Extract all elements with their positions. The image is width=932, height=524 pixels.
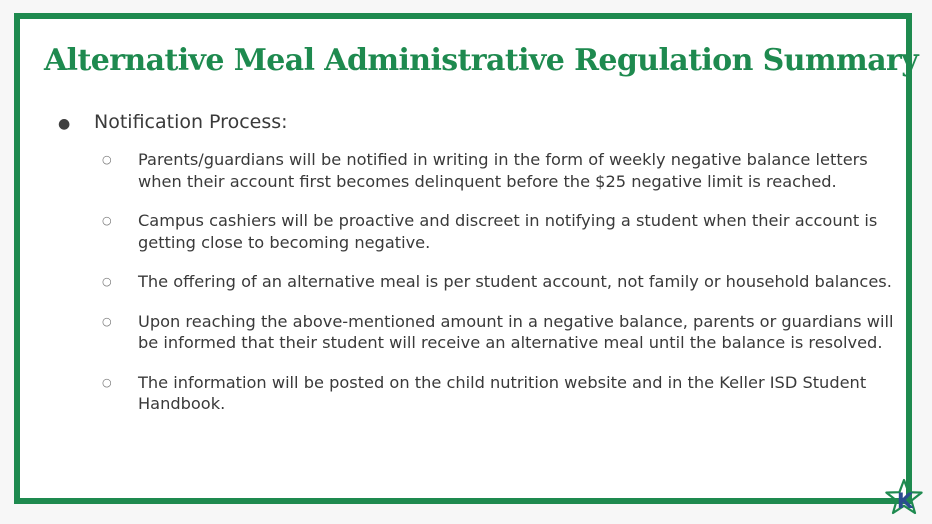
sub-bullet-icon: ○ [102,314,112,328]
slide-frame [14,13,919,504]
list-item-text: Parents/guardians will be notified in writing in the form of weekly negative balance letters when their account first becomes delinquent before the $25 negative limit is reached. [138,150,868,191]
list-item-text: Upon reaching the above-mentioned amount in a negative balance, parents or guardians will be informed that their student will receive an alternative meal until the balance is resolved. [138,311,894,352]
sub-bullet-icon: ○ [102,275,112,288]
list-item [58,271,908,293]
bullet-icon: ● [58,116,71,132]
section-heading: Notification Process: [94,111,288,133]
notification-list [58,149,908,415]
list-item [58,149,908,192]
list-item-text: The information will be posted on the child nutrition website and in the Keller ISD Student Handbook. [138,372,867,413]
list-item-text: The offering of an alternative meal is per student account, not family or household balances. [138,272,892,291]
logo-letter: K [896,489,914,513]
sub-bullet-icon: ○ [102,153,112,166]
section-heading-row [58,111,908,139]
slide-title: Alternative Meal Administrative Regulation Summary [44,43,919,78]
sub-bullet-icon: ○ [102,214,112,227]
keller-isd-logo-icon [884,478,924,518]
list-item [58,210,908,253]
notification-section [58,111,908,433]
list-item-text: Campus cashiers will be proactive and discreet in notifying a student when their account is getting close to becoming negative. [138,211,878,252]
list-item [58,311,908,354]
list-item [58,372,908,415]
sub-bullet-icon: ○ [102,375,112,389]
